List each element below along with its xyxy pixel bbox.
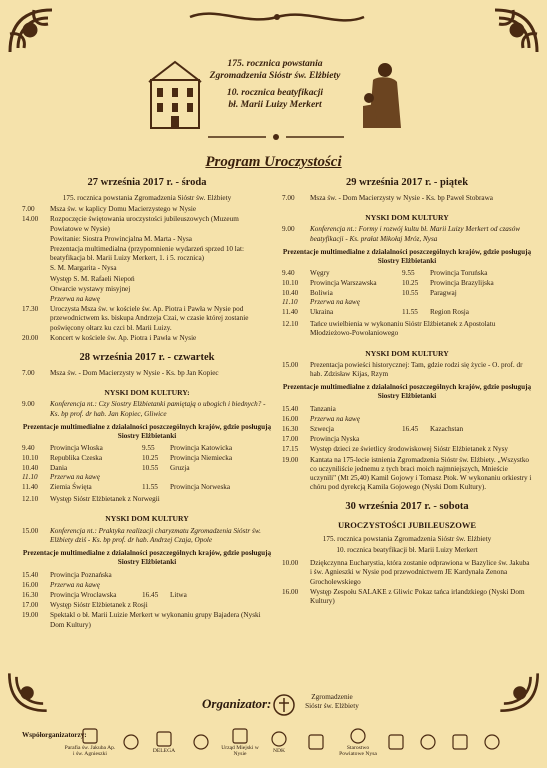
partner-logo — [338, 723, 378, 761]
time: 17.30 — [22, 305, 39, 314]
day-intro: 175. rocznica powstania Zgromadzenia Sióstr św. Elżbiety — [62, 194, 232, 202]
program-title: Program Uroczystości — [205, 154, 342, 170]
schedule-row — [282, 445, 532, 454]
header-line: 10. rocznica beatyfikacji — [226, 87, 324, 98]
time — [142, 473, 170, 482]
description: Konferencja nt.: Czy Siostry Elżbietanki pamiętają o ubogich i biednych? - Ks. bp prof. dr hab. Jan Kopiec, Gliwice — [50, 400, 266, 418]
presentations-heading: Prezentacje multimedialne z działalności poszczególnych krajów, gdzie posługują Siostry Elżbietanki — [22, 422, 272, 441]
time: 7.00 — [22, 205, 35, 214]
schedule-row — [282, 435, 532, 444]
schedule-row — [22, 581, 272, 590]
grid-item: Ziemia Święta — [50, 483, 92, 492]
section-heading: UROCZYSTOŚCI JUBILEUSZOWE — [337, 520, 476, 531]
time: 9.00 — [22, 400, 35, 409]
footer — [0, 693, 547, 768]
time — [22, 245, 50, 263]
schedule-row — [22, 235, 272, 244]
description: Prezentacja powieści historycznej: Tam, gdzie rodzi się życie - O. prof. dr hab. Zdzisław Kijas, Rzym — [310, 360, 523, 379]
description — [310, 425, 532, 434]
time — [22, 285, 50, 294]
schedule-row — [282, 194, 532, 203]
jubilee-line: 175. rocznica powstania Zgromadzenia Sióstr św. Elżbiety — [322, 534, 492, 543]
description: Występ dzieci ze świetlicy środowiskowej Sióstr Elżbietanek z Nysy — [310, 445, 508, 454]
partner-name: Parafia św. Jakuba Ap. i św. Agnieszki — [64, 744, 116, 757]
section-heading: NYSKI DOM KULTURY — [365, 213, 449, 223]
section-heading: NYSKI DOM KULTURY — [105, 514, 189, 524]
partner-logo — [478, 723, 506, 761]
schedule-row — [282, 405, 532, 414]
description: Uroczysta Msza św. w kościele św. Ap. Piotra i Pawła w Nysie pod przewodnictwem ks. biskupa Andrzeja Czai, w czasie której zostanie poświęcony ołtarz ku czci bł. Marii Luizy. — [50, 305, 249, 332]
time: 9.40 — [282, 269, 295, 278]
time: 11.10 — [22, 473, 38, 482]
description: Przerwa na kawę — [50, 580, 100, 589]
grid-item: Prowincja Włoska — [50, 444, 103, 453]
description-part: Kazachstan — [430, 425, 464, 434]
partner-logo — [64, 723, 116, 761]
time: 19.00 — [282, 455, 299, 464]
partner-emblem-icon — [122, 733, 140, 751]
time: 15.40 — [22, 570, 39, 579]
description: Konferencja nt.: Praktyka realizacji charyzmatu Zgromadzenia Sióstr św. Elżbiety dziś - Ks. bp prof. dr hab. Andrzej Czaja, Opole — [50, 526, 261, 544]
time — [22, 235, 50, 244]
schedule-row — [22, 571, 272, 580]
grid-item: Przerwa na kawę — [310, 298, 360, 307]
grid-item: Prowincja Niemiecka — [170, 453, 233, 462]
partner-emblem-icon — [81, 727, 99, 745]
jubilee-line: 10. rocznica beatyfikacji bł. Marii Luizy Merkert — [336, 545, 478, 554]
partner-logo — [382, 723, 410, 761]
partner-logo — [186, 723, 216, 761]
header-line: 175. rocznica powstania — [227, 58, 323, 69]
partner-logo — [264, 723, 294, 761]
partner-emblem-icon — [270, 730, 288, 748]
schedule-row — [22, 400, 272, 418]
time: 16.00 — [22, 580, 39, 589]
partner-logo — [220, 723, 260, 761]
grid-item: Dania — [50, 463, 68, 472]
schedule-row — [282, 425, 532, 434]
schedule-list — [22, 571, 272, 630]
presentations-heading: Prezentacje multimedialne z działalności poszczególnych krajów, gdzie posługują Siostry Elżbietanki — [282, 383, 532, 401]
day-heading: 30 września 2017 r. - sobota — [345, 501, 469, 513]
time: 9.00 — [282, 225, 295, 234]
time: 11.40 — [282, 308, 298, 317]
presentation-grid — [282, 269, 532, 317]
partner-logo — [146, 723, 182, 761]
partner-name: Starostwo Powiatowe Nysa — [339, 744, 377, 757]
schedule-row — [22, 495, 272, 504]
time: 19.00 — [22, 611, 39, 620]
description: Występ S. M. Rafaeli Niepoń — [50, 274, 135, 283]
time: 12.10 — [22, 495, 39, 504]
time: 16.30 — [282, 425, 299, 434]
schedule-row — [22, 245, 272, 263]
time: 7.00 — [282, 194, 295, 202]
schedule-row — [22, 285, 272, 294]
header-line: bł. Marii Luizy Merkert — [228, 99, 322, 110]
grid-item: Przerwa na kawę — [50, 473, 100, 482]
day-heading: 27 września 2017 r. - środa — [87, 177, 207, 188]
time: 20.00 — [22, 333, 39, 342]
grid-item — [170, 473, 272, 482]
grid-item: Gruzja — [170, 463, 190, 472]
schedule-row — [22, 591, 272, 600]
description: Przerwa na kawę — [310, 414, 360, 423]
time: 17.00 — [22, 601, 39, 610]
schedule-row — [22, 601, 272, 610]
presentation-grid — [22, 444, 272, 492]
description: Rozpoczęcie świętowania uroczystości jubileuszowych (Muzeum Powiatowe w Nysie) — [50, 215, 239, 233]
description: Występ Sióstr Elżbietanek z Norwegii — [50, 495, 160, 504]
day-heading: 29 września 2017 r. - piątek — [345, 177, 469, 188]
organizer-name: Zgromadzenie Sióstr św. Elżbiety — [305, 693, 359, 710]
time: 10.00 — [282, 559, 299, 568]
description: Dziękczynna Eucharystia, która zostanie odprawiona w Bazylice św. Jakuba i św. Agnieszki w Nysie pod przewodnictwem JE Kardynała Zenona Grocholewskiego — [310, 559, 530, 586]
time: 7.00 — [22, 369, 35, 378]
time — [22, 264, 50, 273]
section-heading: NYSKI DOM KULTURY: — [104, 388, 190, 398]
grid-item: Prowincja Katowicka — [170, 444, 233, 453]
description: Prowincja Poznańska — [50, 570, 112, 579]
time: 11.55 — [142, 483, 158, 492]
grid-item: Węgry — [310, 269, 330, 278]
time: 10.10 — [22, 453, 39, 462]
time: 10.40 — [22, 463, 39, 472]
section-heading: NYSKI DOM KULTURY — [365, 348, 449, 358]
description: Msza św. w kaplicy Domu Macierzystego w Nysie — [50, 205, 197, 214]
time: 16.00 — [282, 414, 299, 423]
description: Kantata na 175-lecie istnienia Zgromadzenia Sióstr św. Elżbiety. „Wszystko co uczyniliście jednemu z tych braci moich najmniejszych, Mnieście uczynili" (Mt 25,40) Kamil Gojowy i Tomasz Ptok. W wykonaniu orkiestry i chóru pod dyrekcją Kamila Gojowego (Nyski Dom Kultury). — [310, 455, 532, 492]
description: Tańce uwielbienia w wykonaniu Sióstr Elżbietanek z Apostolatu Młodzieżowo-Powołaniowego — [310, 320, 496, 338]
time: 10.55 — [142, 463, 159, 472]
time: 16.00 — [282, 587, 299, 596]
header-ornament-icon — [186, 6, 368, 28]
description: Występ Zespołu SALAKE z Gliwic Pokaz tańca irlandzkiego (Nyski Dom Kultury) — [310, 587, 525, 605]
partner-logo — [120, 723, 142, 761]
grid-item: Prowincja Warszawska — [310, 278, 377, 287]
description: Występ Sióstr Elżbietanek z Rosji — [50, 601, 148, 610]
grid-item: Paragwaj — [430, 288, 457, 297]
time: 10.10 — [282, 278, 299, 287]
partner-emblem-icon — [387, 733, 405, 751]
schedule-row — [22, 215, 272, 233]
schedule-row — [282, 415, 532, 424]
partner-name: DELEGA — [152, 747, 176, 754]
time: 15.40 — [282, 404, 299, 413]
time: 15.00 — [22, 526, 39, 535]
presentations-heading: Prezentacje multimedialne z działalności poszczególnych krajów, gdzie posługują Siostry Elżbietanki — [22, 549, 272, 567]
partner-logo — [414, 723, 442, 761]
time: 10.40 — [282, 288, 299, 297]
partner-emblem-icon — [349, 727, 367, 745]
description: Prowincja Nyska — [310, 435, 360, 444]
grid-item: Prowincja Norweska — [170, 483, 231, 492]
partner-emblem-icon — [419, 733, 437, 751]
time: 14.00 — [22, 215, 39, 224]
schedule-row — [22, 527, 272, 545]
partner-name: NDK — [272, 747, 286, 754]
schedule-row — [22, 369, 272, 378]
partner-logo — [298, 723, 334, 761]
time — [402, 298, 430, 307]
grid-item — [430, 298, 532, 307]
grid-item: Prowincja Brazylijska — [430, 278, 494, 287]
day-heading: 28 września 2017 r. - czwartek — [79, 352, 215, 364]
header-line: Zgromadzenia Sióstr św. Elżbiety — [209, 70, 341, 81]
description: Msza św. - Dom Macierzysty w Nysie - Ks. bp Paweł Stobrawa — [310, 194, 493, 202]
partner-emblem-icon — [192, 733, 210, 751]
description: Przerwa na kawę — [50, 295, 100, 304]
partner-emblem-icon — [483, 733, 501, 751]
schedule-row — [282, 225, 532, 243]
time: 11.10 — [282, 298, 298, 307]
corner-ornament-icon — [489, 4, 543, 58]
schedule-row — [282, 588, 532, 606]
time: 16.30 — [22, 590, 39, 599]
schedule-row — [282, 456, 532, 493]
description: Msza św. - Dom Macierzysty w Nysie - Ks. bp Jan Kopiec — [50, 369, 219, 378]
description-part: Prowincja Wrocławska — [50, 590, 117, 599]
time: 17.15 — [282, 445, 299, 454]
schedule-row — [22, 205, 272, 214]
presentations-heading: Prezentacje multimedialne z działalności poszczególnych krajów, gdzie posługują Siostry Elżbietanki — [282, 247, 532, 266]
time: 9.55 — [402, 269, 415, 278]
schedule-list — [282, 405, 532, 493]
partners-label: Współorganizatorzy: — [22, 731, 87, 739]
schedule-row — [22, 305, 272, 333]
description: Koncert w kościele św. Ap. Piotra i Pawła w Nysie — [50, 333, 197, 342]
time: 17.00 — [282, 435, 299, 444]
partner-emblem-icon — [231, 727, 249, 745]
time: 11.55 — [402, 308, 418, 317]
description: S. M. Margarita - Nysa — [50, 264, 117, 273]
time: 10.25 — [142, 453, 159, 462]
time: 12.10 — [282, 320, 299, 329]
description: Spektakl o bł. Marii Luizie Merkert w wykonaniu grupy Bajadera (Nyski Dom Kultury) — [50, 611, 261, 629]
organizer-logo-icon — [272, 693, 296, 717]
schedule-row — [282, 361, 532, 379]
grid-item: Boliwia — [310, 288, 333, 297]
time: 15.00 — [282, 360, 299, 369]
schedule-row — [22, 264, 272, 273]
description-part: Litwa — [170, 590, 187, 599]
partner-logo — [446, 723, 474, 761]
schedule-list — [282, 559, 532, 606]
schedule-row — [282, 320, 532, 338]
organizer-label: Organizator: — [202, 696, 272, 711]
time: 9.55 — [142, 444, 155, 453]
divider-ornament-icon — [206, 132, 346, 142]
time — [22, 275, 50, 284]
description: Konferencja nt.: Formy i rozwój kultu bł. Marii Luizy Merkert od czasów beatyfikacji - Ks. prałat Mikołaj Mróz, Nysa — [310, 225, 521, 243]
time: 10.55 — [402, 288, 419, 297]
grid-item: Ukraina — [310, 308, 334, 317]
schedule-row — [22, 334, 272, 343]
grid-item: Region Rosja — [430, 308, 469, 317]
time — [22, 295, 50, 304]
schedule-row — [282, 559, 532, 587]
right-column — [282, 176, 532, 607]
partner-emblem-icon — [155, 730, 173, 748]
left-column — [22, 176, 272, 631]
grid-item: Prowincja Toruńska — [430, 269, 488, 278]
partner-name: Urząd Miejski w Nysie — [221, 744, 259, 757]
schedule-row — [22, 611, 272, 629]
time: 10.25 — [402, 278, 419, 287]
description: Otwarcie wystawy misyjnej — [50, 284, 131, 293]
time: 9.40 — [22, 444, 35, 453]
description-part: Szwecja — [310, 425, 334, 434]
time: 16.45 — [142, 590, 159, 599]
schedule-list — [22, 205, 272, 343]
description: Powitanie: Siostra Prowincjalna M. Marta - Nysa — [50, 234, 192, 243]
description: Prezentacja multimedialna (przypomnienie wydarzeń sprzed 10 lat: beatyfikacja bł. Marii Luizy Merkert, 1. i 5. rocznica) — [50, 245, 244, 263]
schedule-row — [22, 275, 272, 284]
event-header — [150, 58, 400, 111]
partner-emblem-icon — [451, 733, 469, 751]
time: 11.40 — [22, 483, 38, 492]
schedule-row — [22, 295, 272, 304]
description: Tanzania — [310, 404, 336, 413]
corner-ornament-icon — [4, 4, 58, 58]
grid-item: Republika Czeska — [50, 453, 103, 462]
time: 16.45 — [402, 425, 419, 434]
description — [50, 591, 272, 600]
partner-emblem-icon — [307, 733, 325, 751]
